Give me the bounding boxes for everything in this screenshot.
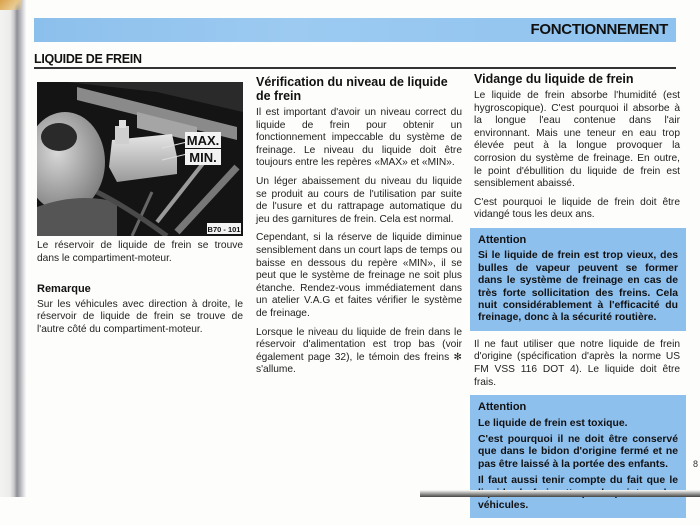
paragraph: Il ne faut utiliser que notre liquide de frein d'origine (spécification d'après la norme US FM VSS 116 DOT 4). Le liquide doit être frais. [474,338,680,388]
remarque-text: Sur les véhicules avec direction à droite, le réservoir de liquide de frein se trouve de l'autre côté du compartiment-moteur. [37,298,243,335]
attention-text: Si le liquide de frein est trop vieux, des bulles de vapeur peuvent se former dans le système de freinage en cas de très forte sollicitation des freins. Cela nuit considérablement à l'efficacité du freinage, donc à la sécurité routière. [478,250,678,324]
attention-text: Le liquide de frein est toxique. [478,417,628,429]
max-label: MAX. [186,133,220,148]
attention-title: Attention [478,233,527,246]
remarque-title: Remarque [37,283,91,295]
section-title: LIQUIDE DE FREIN [34,52,142,66]
header-band [34,18,676,42]
vidange-title: Vidange du liquide de frein [474,72,634,86]
paragraph: Lorsque le niveau du liquide de frein dans le réservoir d'alimentation est trop bas (voir également page 32), le témoin des freins ✻ s'allume. [256,326,462,376]
verification-section [256,75,462,383]
caption-text: Le réservoir de liquide de frein se trouve dans le compartiment-moteur. [37,240,243,264]
attention-text: Il faut aussi tenir compte du fait que le véhicules. [478,475,678,511]
book-binding [0,0,26,497]
paragraph: Il est important d'avoir un niveau correct du liquide de frein pour obtenir un fonctionnement impeccable du système de freinage. Le niveau du liquide doit être toujours entre les repères «MAX» et «MIN». [256,107,462,169]
min-label: MIN. [189,150,217,165]
attention-box [470,228,686,331]
vidange-section [474,72,680,526]
brake-fluid-reservoir-photo [37,82,243,236]
verification-title: Vérification du niveau de liquide de frein [256,75,448,103]
figure-code: B70 - 101 [207,225,241,234]
chapter-title: FONCTIONNEMENT [530,21,668,38]
paragraph: C'est pourquoi le liquide de frein doit être vidangé tous les deux ans. [474,196,680,221]
remarque-block [37,283,243,342]
page-edge-shadow [420,490,700,497]
attention-title: Attention [478,401,527,414]
page-number: 8 [692,459,698,469]
paragraph: Le liquide de frein absorbe l'humidité (est hygroscopique). C'est pourquoi il absorbe à la longue l'eau contenue dans l'air environnant. Mais une teneur en eau trop élevée peut à la longue provoquer la corrosion du système de freinage. En outre, le point d'ébullition du liquide de frein est sensiblement abaissé. [474,90,680,190]
attention-box [470,395,686,518]
page-corner [0,0,22,10]
section-divider [34,67,676,69]
figure-caption [37,240,243,271]
paragraph: Cependant, si la réserve de liquide diminue sensiblement dans un court laps de temps ou baisse en dessous du repère «MIN», il se peut que le système de freinage ne soit plus étanche. Rendez-vous immédiatement dans un atelier V.A.G et faites vérifier le système de freinage. [256,232,462,319]
paragraph: Un léger abaissement du niveau du liquide se produit au cours de l'utilisation par suite de l'usure et du rattrapage automatique du jeu des garnitures de frein. Cela est normal. [256,175,462,225]
attention-text: C'est pourquoi il ne doit être conservé que dans le bidon d'origine fermé et ne pas être laissé à la portée des enfants. [478,433,678,470]
